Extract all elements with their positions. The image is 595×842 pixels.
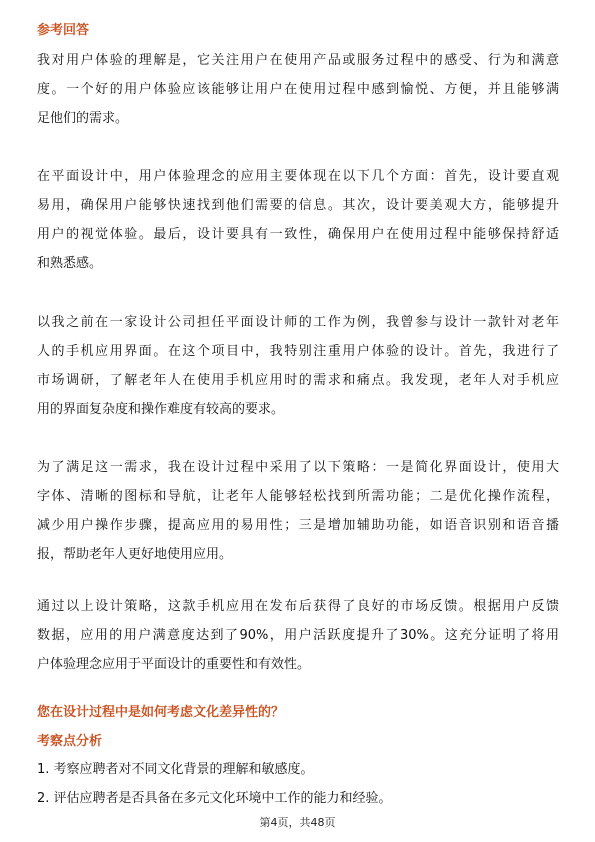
paragraph-line: 用的界面复杂度和操作难度有较高的要求。 [37,402,285,417]
paragraph-line: 易用，确保用户能够快速找到他们需要的信息。其次，设计要美观大方，能够提升 [37,198,559,213]
paragraph-line: 为了满足这一需求，我在设计过程中采用了以下策略：一是简化界面设计，使用大 [37,460,559,475]
answer-heading: 参考回答 [37,23,90,38]
paragraph-line: 度。一个好的用户体验应该能够让用户在使用过程中感到愉悦、方便，并且能够满 [37,82,559,97]
paragraph-line: 数据，应用的用户满意度达到了90%，用户活跃度提升了30%。这充分证明了将用 [37,628,559,643]
answer-paragraph-3 [37,308,559,424]
paragraph-line: 足他们的需求。 [37,111,129,126]
paragraph-line: 报，帮助老年人更好地使用应用。 [37,547,233,562]
paragraph-line: 减少用户操作步骤，提高应用的易用性；三是增加辅助功能，如语音识别和语音播 [37,518,559,533]
paragraph-line: 和熟悉感。 [37,256,103,271]
analysis-heading: 考察点分析 [37,734,103,749]
analysis-point-1: 1. 考察应聘者对不同文化背景的理解和敏感度。 [37,762,314,777]
answer-paragraph-2 [37,162,559,278]
paragraph-line: 通过以上设计策略，这款手机应用在发布后获得了良好的市场反馈。根据用户反馈 [37,599,559,614]
answer-paragraph-4 [37,453,559,569]
paragraph-line: 字体、清晰的图标和导航，让老年人能够轻松找到所需功能；二是优化操作流程， [37,489,559,504]
paragraph-line: 户体验理念应用于平面设计的重要性和有效性。 [37,657,311,672]
answer-paragraph-5 [37,592,559,679]
paragraph-line: 我对用户体验的理解是，它关注用户在使用产品或服务过程中的感受、行为和满意 [37,53,559,68]
paragraph-line: 在平面设计中，用户体验理念的应用主要体现在以下几个方面：首先，设计要直观 [37,169,559,184]
paragraph-line: 市场调研，了解老年人在使用手机应用时的需求和痛点。我发现，老年人对手机应 [37,373,559,388]
answer-paragraph-1 [37,46,559,133]
page-number-footer: 第4页，共48页 [259,816,336,829]
paragraph-line: 人的手机应用界面。在这个项目中，我特别注重用户体验的设计。首先，我进行了 [37,344,559,359]
paragraph-line: 以我之前在一家设计公司担任平面设计师的工作为例，我曾参与设计一款针对老年 [37,315,559,330]
question-title: 您在设计过程中是如何考虑文化差异性的？ [37,705,285,720]
analysis-point-2: 2. 评估应聘者是否具备在多元文化环境中工作的能力和经验。 [37,791,392,806]
paragraph-line: 用户的视觉体验。最后，设计要具有一致性，确保用户在使用过程中能够保持舒适 [37,227,559,242]
